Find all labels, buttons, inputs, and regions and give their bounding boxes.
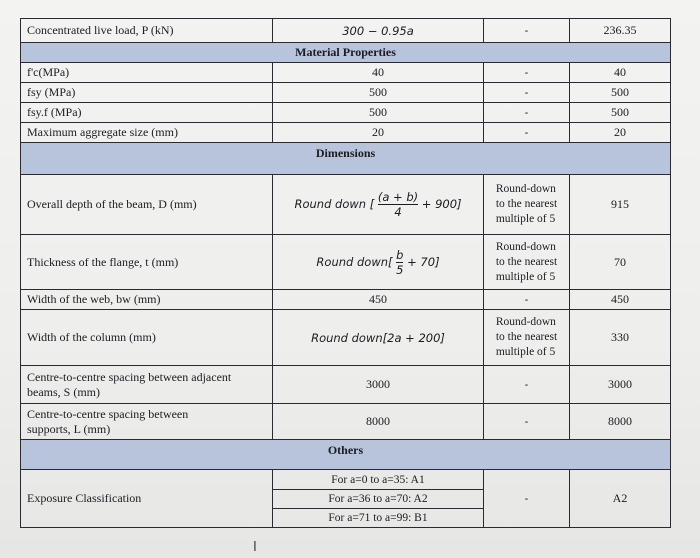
value-cell: 20 <box>570 123 671 143</box>
fraction-numerator: b <box>396 247 404 262</box>
rounding-line: to the nearest <box>495 331 558 343</box>
rounding-cell <box>484 235 570 290</box>
fraction-denominator: 4 <box>394 205 402 219</box>
row-label-line: supports, L (mm) <box>27 421 111 436</box>
value-cell: 915 <box>570 175 671 235</box>
formula-cell: 300 − 0.95a <box>273 19 484 43</box>
rounding-line: multiple of 5 <box>495 270 556 283</box>
parameters-table <box>20 18 671 528</box>
rounding-cell: - <box>484 123 570 143</box>
rounding-cell: - <box>484 83 570 103</box>
exposure-option: For a=0 to a=35: A1 <box>273 471 483 490</box>
rounding-cell: - <box>484 63 570 83</box>
value-cell: 500 <box>570 103 671 123</box>
row-label: Width of the web, bw (mm) <box>21 290 273 310</box>
value-cell: 500 <box>570 83 671 103</box>
fraction-numerator: (a + b) <box>377 190 419 204</box>
table-row <box>21 366 671 404</box>
formula-cell: 3000 <box>273 366 484 404</box>
table-row <box>21 470 671 528</box>
fraction <box>378 190 418 219</box>
table-row <box>21 63 671 83</box>
table-row <box>21 175 671 235</box>
row-label <box>21 366 273 404</box>
rounding-cell <box>484 310 570 366</box>
value-cell: 70 <box>570 235 671 290</box>
table-row <box>21 19 671 43</box>
formula-prefix: Round down [ <box>294 197 375 211</box>
table-row <box>21 404 671 440</box>
formula-cell: 20 <box>273 123 484 143</box>
table-row <box>21 235 671 290</box>
rounding-cell: - <box>484 103 570 123</box>
row-label: f'c(MPa) <box>21 63 273 83</box>
row-label: Exposure Classification <box>21 470 273 528</box>
value-cell: 450 <box>570 290 671 310</box>
formula-cell: 500 <box>273 83 484 103</box>
formula-suffix: + 900] <box>421 197 462 211</box>
value-cell: 330 <box>570 310 671 366</box>
row-label: Maximum aggregate size (mm) <box>21 123 273 143</box>
formula-cell: 40 <box>273 63 484 83</box>
rounding-cell: - <box>484 19 570 43</box>
table-row <box>21 123 671 143</box>
section-header-row <box>21 43 671 63</box>
formula-cell: 8000 <box>273 404 484 440</box>
formula-suffix: + 70] <box>407 254 440 269</box>
formula-cell: 500 <box>273 103 484 123</box>
rounding-cell: - <box>484 404 570 440</box>
table-row <box>21 83 671 103</box>
exposure-options-cell <box>273 470 484 528</box>
exposure-option: For a=71 to a=99: B1 <box>328 511 428 524</box>
text-cursor-icon: I <box>253 540 257 555</box>
fraction <box>396 248 403 277</box>
rounding-cell: - <box>484 470 570 528</box>
formula-prefix: Round down[ <box>316 254 393 269</box>
exposure-options-list <box>273 471 483 527</box>
row-label: Concentrated live load, P (kN) <box>21 19 273 43</box>
row-label-line: beams, S (mm) <box>27 384 100 399</box>
fraction-denominator: 5 <box>396 262 404 277</box>
rounding-line: Round-down <box>495 183 556 195</box>
formula-cell <box>273 175 484 235</box>
row-label: Thickness of the flange, t (mm) <box>21 235 273 290</box>
section-header-row <box>21 143 671 175</box>
section-title-others: Others <box>21 440 671 470</box>
formula-cell: 450 <box>273 290 484 310</box>
section-header-row <box>21 440 671 470</box>
rounding-cell: - <box>484 366 570 404</box>
row-label-line: Centre-to-centre spacing between <box>27 406 189 421</box>
value-cell: 236.35 <box>570 19 671 43</box>
table-row <box>21 103 671 123</box>
row-label: Overall depth of the beam, D (mm) <box>21 175 273 235</box>
rounding-line: to the nearest <box>495 255 558 268</box>
value-cell: 8000 <box>570 404 671 440</box>
rounding-cell <box>484 175 570 235</box>
formula-cell <box>273 235 484 290</box>
value-cell: 3000 <box>570 366 671 404</box>
row-label-line: Centre-to-centre spacing between adjacent <box>27 369 232 384</box>
rounding-line: Round-down <box>495 316 556 328</box>
row-label: fsy.f (MPa) <box>21 103 273 123</box>
rounding-line: multiple of 5 <box>495 346 556 358</box>
row-label <box>21 404 273 440</box>
table-row <box>21 290 671 310</box>
rounding-line: Round-down <box>495 240 556 253</box>
rounding-cell: - <box>484 290 570 310</box>
section-title-material: Material Properties <box>21 43 671 63</box>
row-label: Width of the column (mm) <box>21 310 273 366</box>
section-title-dimensions: Dimensions <box>21 143 671 175</box>
exposure-option: For a=36 to a=70: A2 <box>273 490 483 509</box>
value-cell: 40 <box>570 63 671 83</box>
row-label: fsy (MPa) <box>21 83 273 103</box>
rounding-line: to the nearest <box>495 198 558 210</box>
rounding-line: multiple of 5 <box>495 213 556 225</box>
table-row <box>21 310 671 366</box>
formula-cell: Round down[2a + 200] <box>273 310 484 366</box>
value-cell: A2 <box>570 470 671 528</box>
